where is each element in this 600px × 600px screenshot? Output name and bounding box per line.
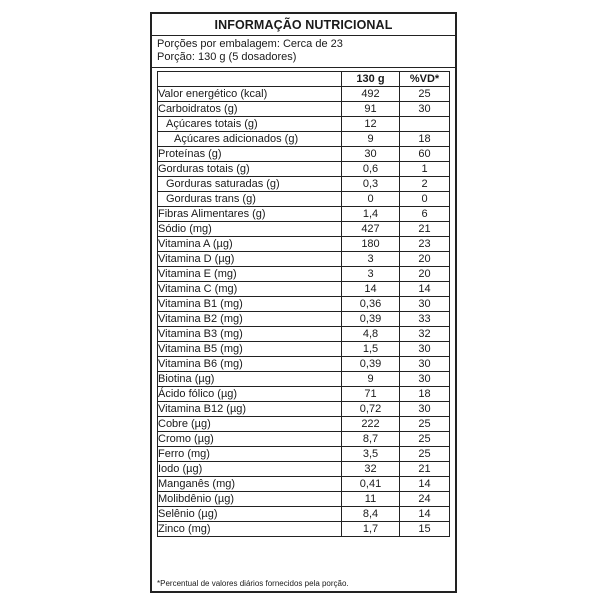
nutrient-name: Zinco (mg)	[158, 522, 342, 537]
table-row	[158, 177, 450, 192]
nutrient-daily-value: 23	[400, 237, 450, 252]
table-row	[158, 162, 450, 177]
nutrient-daily-value: 20	[400, 252, 450, 267]
nutrient-name: Gorduras totais (g)	[158, 162, 342, 177]
header-dv: %VD*	[400, 72, 450, 87]
table-row	[158, 297, 450, 312]
nutrient-amount: 0,72	[342, 402, 400, 417]
nutrient-daily-value: 21	[400, 222, 450, 237]
nutrient-amount: 3,5	[342, 447, 400, 462]
nutrition-rows	[158, 87, 450, 537]
nutrient-amount: 91	[342, 102, 400, 117]
nutrient-daily-value: 32	[400, 327, 450, 342]
nutrient-name: Proteínas (g)	[158, 147, 342, 162]
table-row	[158, 387, 450, 402]
table-row	[158, 132, 450, 147]
nutrient-name: Cobre (µg)	[158, 417, 342, 432]
nutrient-name: Fibras Alimentares (g)	[158, 207, 342, 222]
nutrient-name: Cromo (µg)	[158, 432, 342, 447]
nutrient-name: Vitamina B2 (mg)	[158, 312, 342, 327]
nutrition-facts-label	[150, 12, 457, 593]
nutrient-daily-value: 20	[400, 267, 450, 282]
nutrient-amount: 222	[342, 417, 400, 432]
table-row	[158, 282, 450, 297]
nutrient-daily-value: 6	[400, 207, 450, 222]
title-divider	[152, 35, 455, 36]
nutrient-name: Vitamina C (mg)	[158, 282, 342, 297]
nutrient-amount: 427	[342, 222, 400, 237]
nutrient-name: Açúcares adicionados (g)	[158, 132, 342, 147]
table-row	[158, 327, 450, 342]
nutrient-daily-value: 30	[400, 357, 450, 372]
nutrient-amount: 0,39	[342, 357, 400, 372]
nutrient-name: Vitamina D (µg)	[158, 252, 342, 267]
nutrient-amount: 1,5	[342, 342, 400, 357]
nutrient-amount: 9	[342, 132, 400, 147]
table-row	[158, 507, 450, 522]
nutrient-amount: 32	[342, 462, 400, 477]
table-row	[158, 432, 450, 447]
nutrient-daily-value: 25	[400, 432, 450, 447]
footnote: *Percentual de valores diários fornecidos pela porção.	[157, 579, 349, 588]
nutrient-amount: 0,3	[342, 177, 400, 192]
table-row	[158, 477, 450, 492]
nutrient-amount: 492	[342, 87, 400, 102]
table-row	[158, 117, 450, 132]
nutrient-name: Vitamina B1 (mg)	[158, 297, 342, 312]
nutrient-name: Vitamina B6 (mg)	[158, 357, 342, 372]
nutrient-amount: 30	[342, 147, 400, 162]
nutrient-daily-value	[400, 117, 450, 132]
nutrient-amount: 8,7	[342, 432, 400, 447]
table-row	[158, 522, 450, 537]
header-amount: 130 g	[342, 72, 400, 87]
nutrient-name: Vitamina B3 (mg)	[158, 327, 342, 342]
nutrient-amount: 0,39	[342, 312, 400, 327]
nutrient-name: Gorduras saturadas (g)	[158, 177, 342, 192]
nutrient-amount: 71	[342, 387, 400, 402]
table-row	[158, 222, 450, 237]
nutrient-amount: 4,8	[342, 327, 400, 342]
nutrient-name: Valor energético (kcal)	[158, 87, 342, 102]
nutrient-name: Vitamina E (mg)	[158, 267, 342, 282]
header-name	[158, 72, 342, 87]
nutrient-name: Vitamina B5 (mg)	[158, 342, 342, 357]
nutrient-name: Molibdênio (µg)	[158, 492, 342, 507]
serving-divider	[152, 67, 455, 68]
nutrient-daily-value: 1	[400, 162, 450, 177]
nutrient-amount: 3	[342, 252, 400, 267]
nutrient-daily-value: 21	[400, 462, 450, 477]
table-row	[158, 102, 450, 117]
nutrient-daily-value: 33	[400, 312, 450, 327]
servings-per-package: Porções por embalagem: Cerca de 23	[157, 38, 343, 50]
nutrient-daily-value: 30	[400, 102, 450, 117]
nutrient-name: Ácido fólico (µg)	[158, 387, 342, 402]
nutrient-daily-value: 25	[400, 447, 450, 462]
nutrient-daily-value: 30	[400, 372, 450, 387]
table-row	[158, 372, 450, 387]
nutrient-daily-value: 25	[400, 417, 450, 432]
nutrient-amount: 1,7	[342, 522, 400, 537]
nutrient-daily-value: 60	[400, 147, 450, 162]
nutrient-amount: 1,4	[342, 207, 400, 222]
table-row	[158, 447, 450, 462]
nutrient-name: Vitamina B12 (µg)	[158, 402, 342, 417]
nutrient-amount: 8,4	[342, 507, 400, 522]
table-row	[158, 192, 450, 207]
nutrient-amount: 3	[342, 267, 400, 282]
nutrient-daily-value: 14	[400, 507, 450, 522]
table-row	[158, 252, 450, 267]
table-row	[158, 492, 450, 507]
nutrient-name: Selênio (µg)	[158, 507, 342, 522]
nutrient-name: Biotina (µg)	[158, 372, 342, 387]
nutrient-name: Iodo (µg)	[158, 462, 342, 477]
nutrition-table	[157, 71, 450, 537]
nutrient-amount: 9	[342, 372, 400, 387]
nutrient-daily-value: 30	[400, 297, 450, 312]
nutrient-daily-value: 24	[400, 492, 450, 507]
nutrient-daily-value: 18	[400, 132, 450, 147]
nutrient-name: Manganês (mg)	[158, 477, 342, 492]
nutrient-daily-value: 30	[400, 402, 450, 417]
nutrient-amount: 12	[342, 117, 400, 132]
nutrient-name: Vitamina A (µg)	[158, 237, 342, 252]
nutrient-daily-value: 2	[400, 177, 450, 192]
table-row	[158, 267, 450, 282]
table-row	[158, 402, 450, 417]
table-row	[158, 312, 450, 327]
nutrient-name: Gorduras trans (g)	[158, 192, 342, 207]
table-row	[158, 462, 450, 477]
table-row	[158, 417, 450, 432]
nutrient-name: Carboidratos (g)	[158, 102, 342, 117]
table-row	[158, 237, 450, 252]
nutrient-amount: 0	[342, 192, 400, 207]
table-row	[158, 357, 450, 372]
nutrient-amount: 0,36	[342, 297, 400, 312]
label-title: INFORMAÇÃO NUTRICIONAL	[214, 18, 393, 32]
nutrient-name: Ferro (mg)	[158, 447, 342, 462]
nutrient-daily-value: 14	[400, 282, 450, 297]
nutrient-amount: 14	[342, 282, 400, 297]
table-row	[158, 207, 450, 222]
table-row	[158, 342, 450, 357]
nutrient-amount: 11	[342, 492, 400, 507]
nutrient-daily-value: 14	[400, 477, 450, 492]
nutrient-daily-value: 30	[400, 342, 450, 357]
nutrient-daily-value: 18	[400, 387, 450, 402]
table-row	[158, 147, 450, 162]
nutrient-name: Açúcares totais (g)	[158, 117, 342, 132]
table-header-row	[158, 72, 450, 87]
nutrient-daily-value: 25	[400, 87, 450, 102]
nutrient-amount: 0,6	[342, 162, 400, 177]
nutrient-amount: 0,41	[342, 477, 400, 492]
nutrient-daily-value: 0	[400, 192, 450, 207]
serving-size: Porção: 130 g (5 dosadores)	[157, 51, 297, 63]
nutrient-name: Sódio (mg)	[158, 222, 342, 237]
nutrient-amount: 180	[342, 237, 400, 252]
nutrient-daily-value: 15	[400, 522, 450, 537]
table-row	[158, 87, 450, 102]
